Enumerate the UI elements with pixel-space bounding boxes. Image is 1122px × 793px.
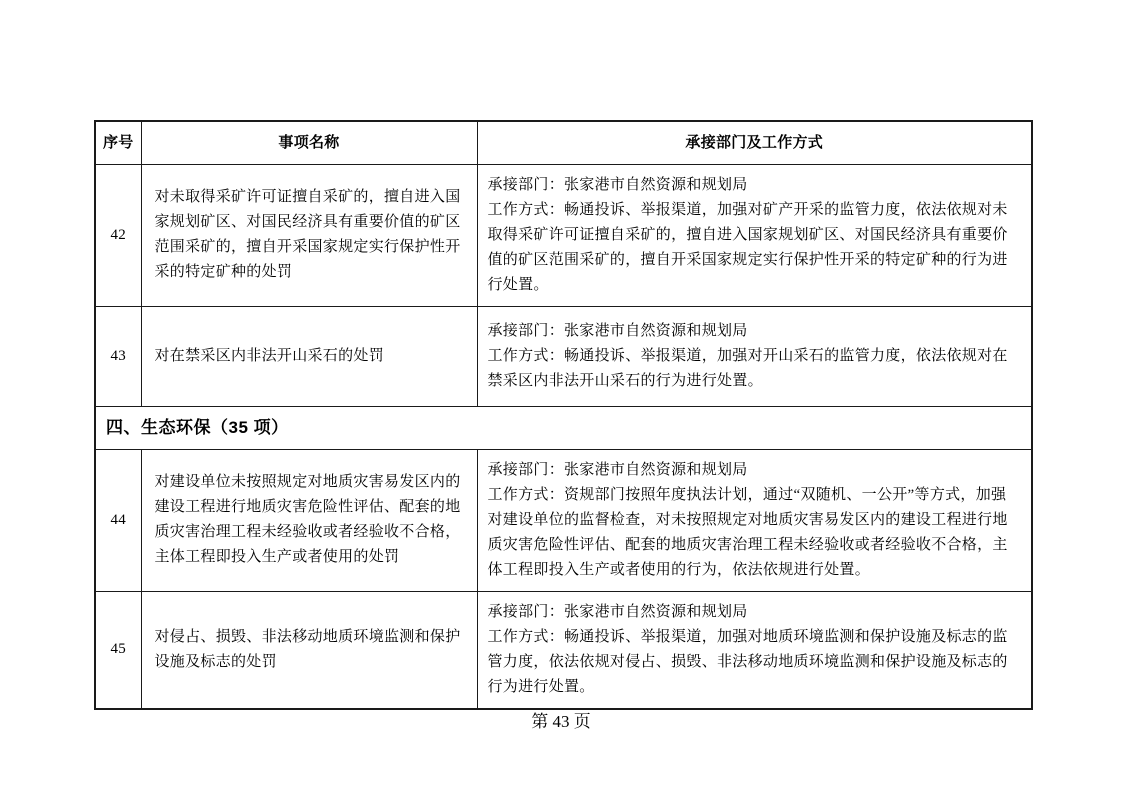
row-number: 42 <box>95 164 141 306</box>
detail-work-method: 工作方式：畅通投诉、举报渠道，加强对地质环境监测和保护设施及标志的监管力度，依法依规对侵占、损毁、非法移动地质环境监测和保护设施及标志的行为进行处置。 <box>487 628 1008 695</box>
page-number: 第 43 页 <box>531 712 591 731</box>
header-serial-number: 序号 <box>95 121 141 164</box>
detail-department: 承接部门：张家港市自然资源和规划局 <box>487 322 748 339</box>
item-name: 对建设单位未按照规定对地质灾害易发区内的建设工程进行地质灾害危险性评估、配套的地质灾害治理工程未经验收或者经验收不合格，主体工程即投入生产或者使用的处罚 <box>141 449 477 591</box>
items-table <box>94 120 1033 710</box>
detail-department: 承接部门：张家港市自然资源和规划局 <box>487 603 748 620</box>
detail-department: 承接部门：张家港市自然资源和规划局 <box>487 461 748 478</box>
table-row-44 <box>95 449 1032 591</box>
item-name: 对侵占、损毁、非法移动地质环境监测和保护设施及标志的处罚 <box>141 591 477 709</box>
row-number: 44 <box>95 449 141 591</box>
item-name: 对未取得采矿许可证擅自采矿的，擅自进入国家规划矿区、对国民经济具有重要价值的矿区范围采矿的，擅自开采国家规定实行保护性开采的特定矿种的处罚 <box>141 164 477 306</box>
section-title: 四、生态环保（35 项） <box>95 406 1032 449</box>
header-item-name: 事项名称 <box>141 121 477 164</box>
row-number: 43 <box>95 306 141 406</box>
item-detail <box>477 591 1032 709</box>
table-row-45 <box>95 591 1032 709</box>
header-department-method: 承接部门及工作方式 <box>477 121 1032 164</box>
item-detail <box>477 164 1032 306</box>
item-detail <box>477 306 1032 406</box>
detail-department: 承接部门：张家港市自然资源和规划局 <box>487 176 748 193</box>
table-row-42 <box>95 164 1032 306</box>
table-header-row <box>95 121 1032 164</box>
detail-work-method: 工作方式：畅通投诉、举报渠道，加强对矿产开采的监管力度，依法依规对未取得采矿许可证擅自采矿的，擅自进入国家规划矿区、对国民经济具有重要价值的矿区范围采矿的，擅自开采国家规定实行保护性开采的特定矿种的行为进行处置。 <box>487 201 1008 293</box>
item-name: 对在禁采区内非法开山采石的处罚 <box>141 306 477 406</box>
table-row-43 <box>95 306 1032 406</box>
detail-work-method: 工作方式：资规部门按照年度执法计划，通过“双随机、一公开”等方式，加强对建设单位的监督检查，对未按照规定对地质灾害易发区内的建设工程进行地质灾害危险性评估、配套的地质灾害治理工程未经验收或者经验收不合格，主体工程即投入生产或者使用的行为，依法依规进行处置。 <box>487 486 1008 578</box>
detail-work-method: 工作方式：畅通投诉、举报渠道，加强对开山采石的监管力度，依法依规对在禁采区内非法开山采石的行为进行处置。 <box>487 347 1008 389</box>
row-number: 45 <box>95 591 141 709</box>
section-header-row <box>95 406 1032 449</box>
item-detail <box>477 449 1032 591</box>
